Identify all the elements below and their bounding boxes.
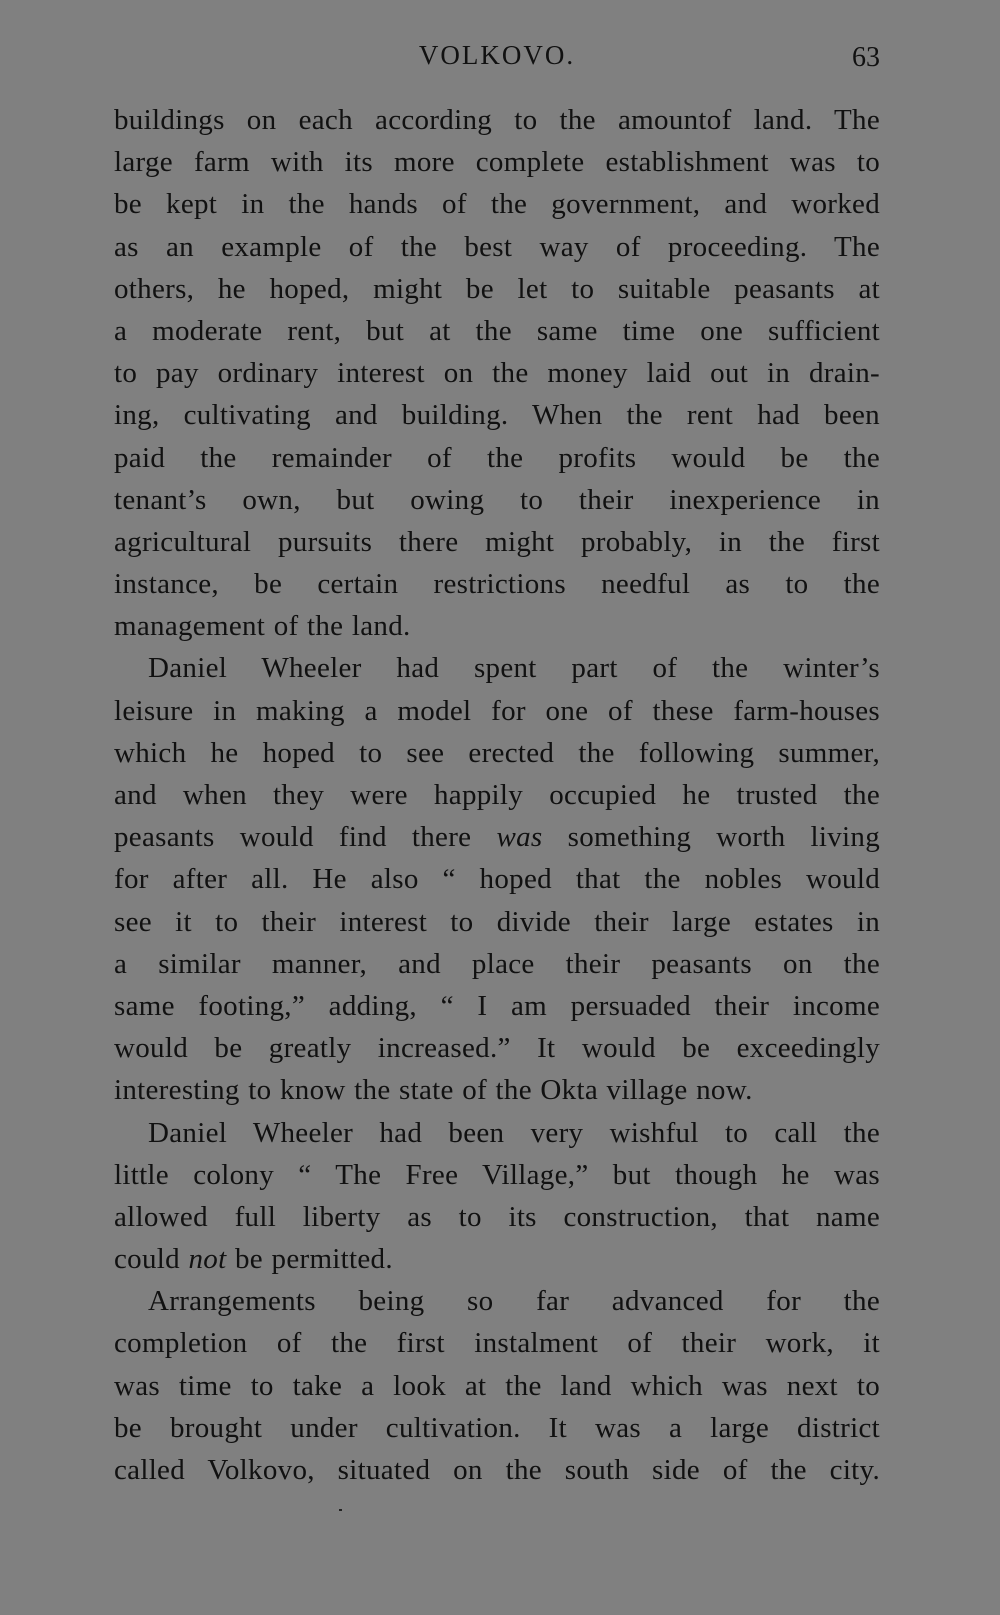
text-line: buildings on each according to the amountof land. The	[114, 104, 880, 136]
text-line: completion of the first instalment of their work, it	[114, 1327, 880, 1360]
text-line: instance, be certain restrictions needful as to the	[114, 568, 880, 601]
text-line: be kept in the hands of the government, and worked	[114, 188, 880, 221]
text-line: little colony “ The Free Village,” but though he was	[114, 1158, 880, 1191]
italic-emphasis: was	[496, 821, 543, 854]
text-line: others, he hoped, might be let to suitable peasants at	[114, 272, 880, 305]
text-line: tenant’s own, but owing to their inexperience in	[114, 483, 880, 516]
text-line: called Volkovo, situated on the south side of the city.	[114, 1454, 880, 1486]
text-line: leisure in making a model for one of these farm-houses	[114, 694, 880, 727]
text-line: for after all. He also “ hoped that the nobles would	[114, 863, 880, 896]
running-title: VOLKOVO.	[418, 40, 576, 70]
text-line: Daniel Wheeler had spent part of the winter’s	[148, 652, 880, 685]
text-line: agricultural pursuits there might probably, in the first	[114, 525, 880, 558]
text-run: something worth living	[542, 821, 880, 854]
running-head	[114, 40, 880, 80]
text-line: see it to their interest to divide their large estates in	[114, 905, 880, 938]
text-line: same footing,” adding, “ I am persuaded their income	[114, 989, 880, 1022]
text-line: management of the land.	[114, 610, 411, 643]
text-line: was time to take a look at the land which was next to	[114, 1369, 880, 1402]
print-speck	[339, 1509, 342, 1511]
text-line: allowed full liberty as to its construction, that name	[114, 1200, 880, 1233]
text-line: ing, cultivating and building. When the rent had been	[114, 399, 880, 432]
text-line: which he hoped to see erected the following summer,	[114, 736, 880, 769]
text-line: as an example of the best way of proceeding. The	[114, 230, 880, 263]
text-run: be permitted.	[226, 1243, 393, 1276]
body-text	[114, 99, 880, 1491]
text-line: a moderate rent, but at the same time one sufficient	[114, 314, 880, 347]
text-line: would be greatly increased.” It would be exceedingly	[114, 1032, 880, 1065]
text-line: and when they were happily occupied he trusted the	[114, 779, 880, 811]
text-line	[114, 816, 880, 858]
text-line: Daniel Wheeler had been very wishful to call the	[148, 1116, 880, 1149]
text-run: could	[114, 1243, 189, 1276]
text-line: paid the remainder of the profits would be the	[114, 441, 880, 474]
text-line: a similar manner, and place their peasants on the	[114, 947, 880, 980]
text-line: large farm with its more complete establishment was to	[114, 146, 880, 179]
text-line: interesting to know the state of the Okta village now.	[114, 1074, 753, 1107]
text-line: to pay ordinary interest on the money laid out in drain-	[114, 357, 880, 390]
text-line: Arrangements being so far advanced for the	[148, 1285, 880, 1318]
text-line: be brought under cultivation. It was a large district	[114, 1411, 880, 1444]
page-number: 63	[852, 42, 880, 73]
text-line	[114, 1238, 880, 1280]
text-run: peasants would find there	[114, 821, 497, 854]
italic-emphasis: not	[188, 1243, 227, 1276]
